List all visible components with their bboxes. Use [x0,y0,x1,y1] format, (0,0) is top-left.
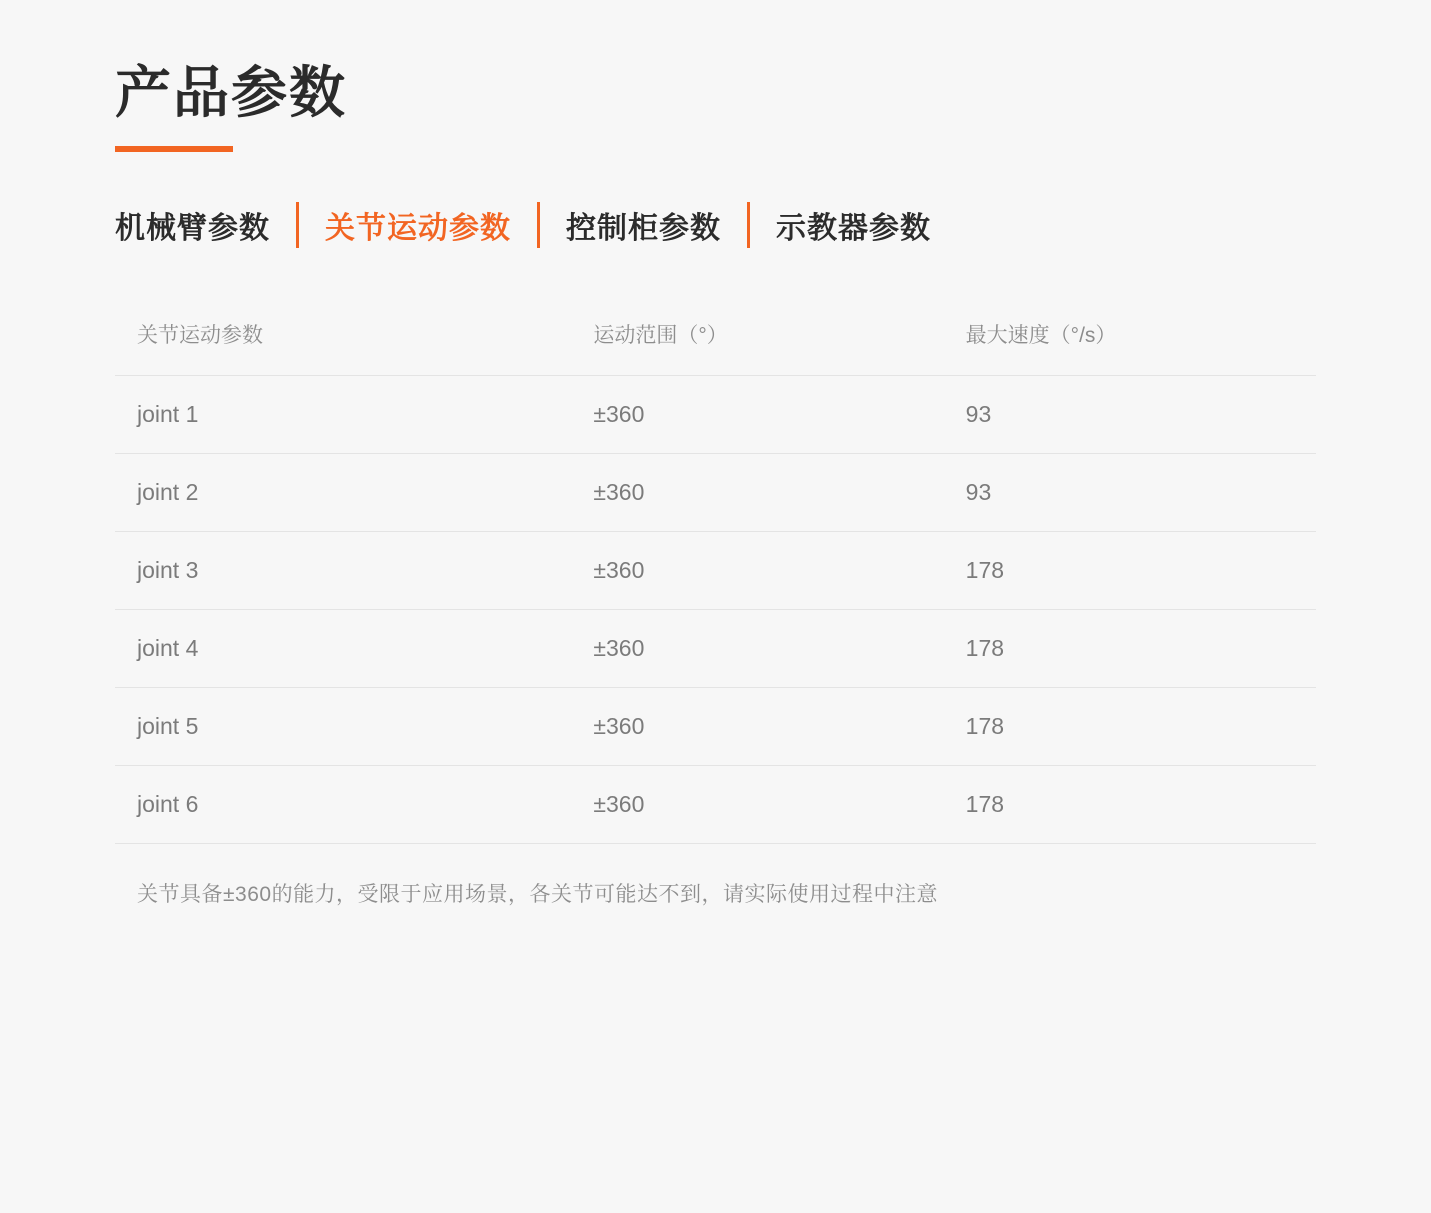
cell-range: ±360 [571,687,943,765]
cell-range: ±360 [571,609,943,687]
tab-arm-params[interactable]: 机械臂参数 [115,211,270,245]
cell-range: ±360 [571,765,943,843]
cell-joint-name: joint 3 [115,531,571,609]
cell-joint-name: joint 2 [115,453,571,531]
cell-joint-name: joint 4 [115,609,571,687]
cell-joint-name: joint 5 [115,687,571,765]
table-row [115,765,1316,843]
cell-range: ±360 [571,453,943,531]
table-body [115,375,1316,843]
cell-max-speed: 178 [944,687,1316,765]
spec-tabs [115,197,1316,253]
tab-teach-pendant-params[interactable]: 示教器参数 [776,211,931,245]
table-row [115,453,1316,531]
cell-joint-name: joint 6 [115,765,571,843]
column-header-max-speed: 最大速度（°/s） [944,301,1316,376]
cell-joint-name: joint 1 [115,375,571,453]
cell-max-speed: 93 [944,375,1316,453]
table-row [115,687,1316,765]
cell-max-speed: 178 [944,765,1316,843]
column-header-range: 运动范围（°） [571,301,943,376]
column-header-joint: 关节运动参数 [115,301,571,376]
table-footnote: 关节具备±360的能力，受限于应用场景，各关节可能达不到，请实际使用过程中注意 [137,882,939,906]
table-header-row [115,301,1316,376]
title-underline [115,146,233,152]
table-header [115,301,1316,376]
tab-controller-params[interactable]: 控制柜参数 [566,211,721,245]
title-block [115,0,1316,152]
cell-max-speed: 178 [944,609,1316,687]
tab-joint-motion-params[interactable]: 关节运动参数 [325,211,511,245]
cell-range: ±360 [571,531,943,609]
cell-max-speed: 178 [944,531,1316,609]
spec-table [115,301,1316,844]
cell-max-speed: 93 [944,453,1316,531]
cell-range: ±360 [571,375,943,453]
table-row [115,609,1316,687]
table-row [115,375,1316,453]
table-row [115,531,1316,609]
page-title: 产品参数 [115,61,347,124]
